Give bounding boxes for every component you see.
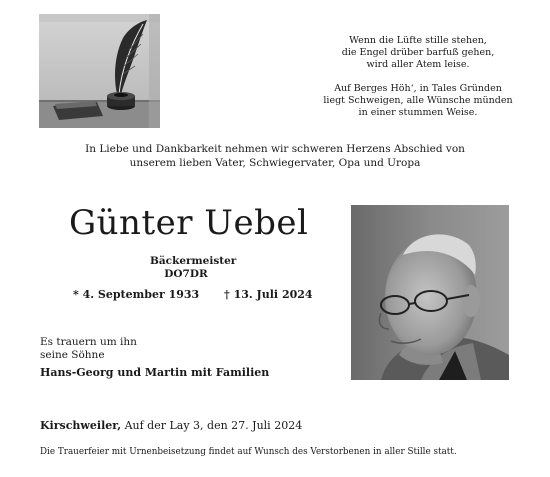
poem — [318, 35, 518, 119]
poem-line: Wenn die Lüfte stille stehen, — [349, 35, 487, 46]
mourners-line: seine Söhne — [40, 349, 105, 362]
deceased-name: Günter Uebel — [69, 203, 309, 243]
poem-line: wird aller Atem leise. — [366, 59, 470, 71]
place-address: Auf der Lay 3, den 27. Juli 2024 — [121, 419, 303, 432]
intro-text — [40, 143, 510, 170]
intro-line: unserem lieben Vater, Schwiegervater, Opa und Uropa — [129, 156, 421, 169]
poem-line: Auf Berges Höh‘, in Tales Gründen — [334, 82, 502, 94]
poem-line: die Engel drüber barfuß gehen, — [341, 47, 495, 59]
intro-line: In Liebe und Dankbarkeit nehmen wir schweren Herzens Abschied von — [85, 143, 465, 155]
quill-inkwell-photo — [39, 14, 160, 128]
portrait-photo — [351, 205, 509, 380]
profession — [150, 255, 237, 281]
mourners-line: Es trauern um ihn — [40, 336, 137, 348]
poem-line: in einer stummen Weise. — [358, 107, 478, 119]
mourners-family: Hans-Georg und Martin mit Familien — [40, 366, 270, 379]
place-date — [40, 419, 302, 432]
ceremony-note: Die Trauerfeier mit Urnenbeisetzung findet auf Wunsch des Verstorbenen in aller Stille statt. — [40, 447, 457, 457]
callsign: DO7DR — [164, 267, 208, 280]
mourners-text — [40, 336, 137, 362]
poem-line: liegt Schweigen, alle Wünsche münden — [323, 94, 513, 106]
birth-date: * 4. September 1933 — [73, 288, 200, 301]
profession-line: Bäckermeister — [150, 255, 237, 267]
place-town: Kirschweiler, — [40, 419, 122, 432]
death-date: † 13. Juli 2024 — [224, 288, 313, 301]
